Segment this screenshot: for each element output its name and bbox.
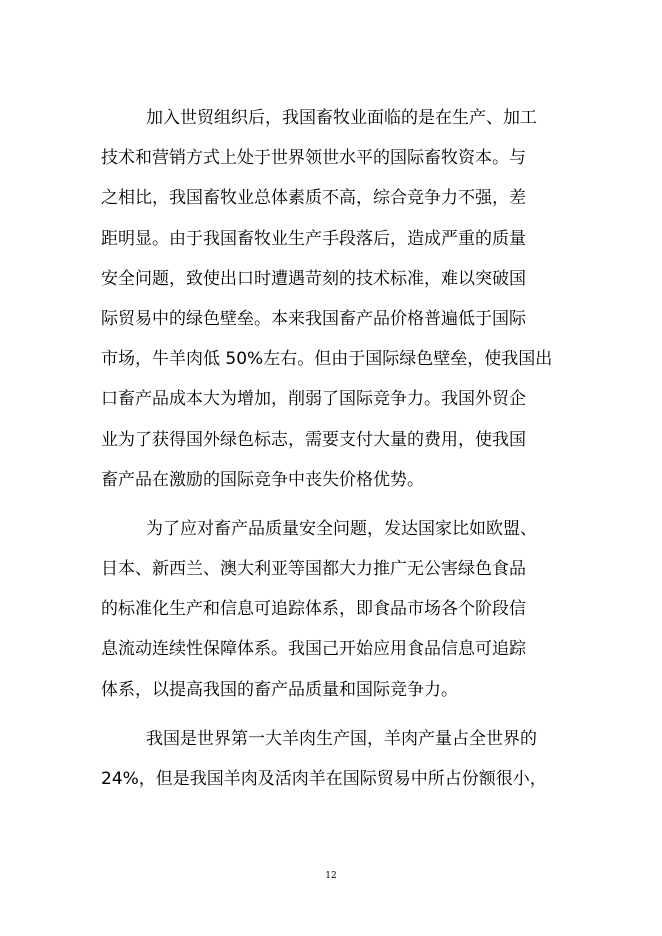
text-line: 畜产品在激励的国际竞争中丧失价格优势。 xyxy=(101,469,424,490)
paragraph-spacing xyxy=(101,710,561,719)
text-line: 为了应对畜产品质量安全问题，发达国家比如欧盟、 xyxy=(146,518,537,539)
text-line: 技术和营销方式上处于世界领世水平的国际畜牧资本。与 xyxy=(101,148,526,169)
text-line: 际贸易中的绿色壁垒。本来我国畜产品价格普遍低于国际 xyxy=(101,308,526,329)
text-line: 业为了获得国外绿色标志，需要支付大量的费用，使我国 xyxy=(101,429,526,450)
text-line: 我国是世界第一大羊肉生产国，羊肉产量占全世界的 xyxy=(146,728,537,749)
text-line: 息流动连续性保障体系。我国己开始应用食品信息可追踪 xyxy=(101,639,526,660)
text-line: 安全问题，致使出口时遭遇苛刻的技术标准，难以突破国 xyxy=(101,268,526,289)
text-line: 距明显。由于我国畜牧业生产手段落后，造成严重的质量 xyxy=(101,228,526,249)
text-line: 体系，以提高我国的畜产品质量和国际竞争力。 xyxy=(101,679,458,700)
body-text xyxy=(101,98,561,799)
text-line: 的标准化生产和信息可追踪体系，即食品市场各个阶段信 xyxy=(101,599,526,620)
text-line: 口畜产品成本大为增加，削弱了国际竞争力。我国外贸企 xyxy=(101,389,526,410)
text-line: 24%，但是我国羊肉及活肉羊在国际贸易中所占份额很小， xyxy=(101,769,547,789)
text-line: 市场，牛羊肉低 50%左右。但由于国际绿色壁垒，使我国出 xyxy=(101,349,553,370)
text-line: 之相比，我国畜牧业总体素质不高，综合竞争力不强，差 xyxy=(101,188,526,209)
text-line: 加入世贸组织后，我国畜牧业面临的是在生产、加工 xyxy=(146,108,537,128)
paragraph-3 xyxy=(101,719,561,799)
paragraph-1 xyxy=(101,98,561,500)
paragraph-2 xyxy=(101,509,561,710)
text-line: 日本、新西兰、澳大利亚等国都大力推广无公害绿色食品 xyxy=(101,559,526,580)
page-number: 12 xyxy=(325,871,337,881)
paragraph-spacing xyxy=(101,500,561,509)
